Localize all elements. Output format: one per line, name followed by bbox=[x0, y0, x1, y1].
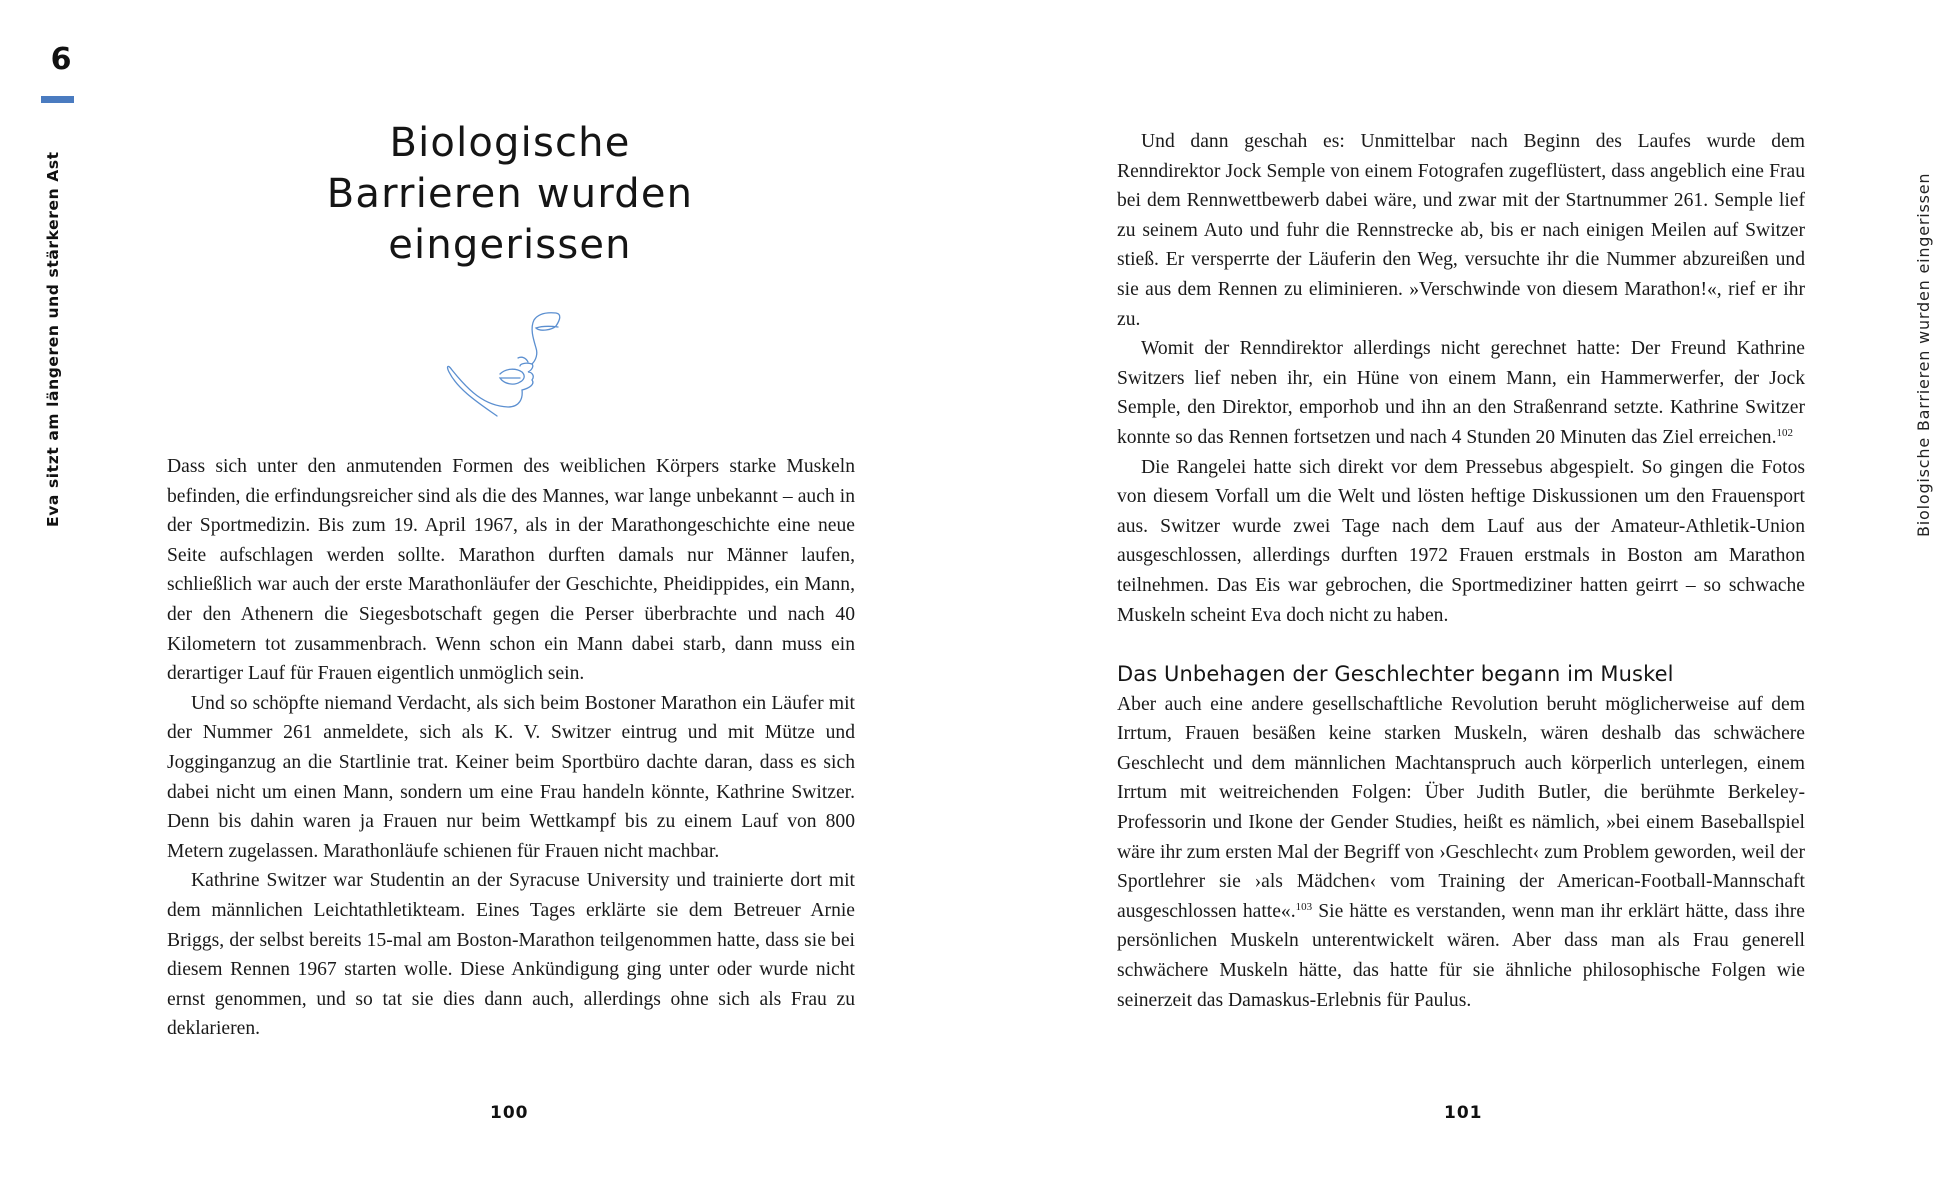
section-heading: Das Unbehagen der Geschlechter begann im Muskel bbox=[1117, 662, 1674, 687]
paragraph-text: Womit der Renndirektor allerdings nicht gerechnet hatte: Der Freund Kathrine Switzers lief neben ihr, ein Hüne von einem Mann, ein Hammerwerfer, der Jock Semple, den Direktor, emporhob und ihn an den Straßenrand setzte. Kathrine Switzer konnte so das Rennen fortsetzen und nach 4 Stunden 20 Minuten das Ziel erreichen. bbox=[1117, 338, 1805, 448]
paragraph: Die Rangelei hatte sich direkt vor dem Pressebus abgespielt. So gingen die Fotos von diesem Vorfall um die Welt und lösten heftige Diskussionen um den Frauensport aus. Switzer wurde zwei Tage nach dem Lauf aus der Amateur-Athletik-Union ausgeschlossen, allerdings durften 1972 Frauen erstmals in Boston am Marathon teilnehmen. Das Eis war gebrochen, die Sportmediziner hatten geirrt – so schwache Muskeln scheint Eva doch nicht zu haben. bbox=[1117, 456, 1805, 626]
paragraph: Kathrine Switzer war Studentin an der Syracuse University und trainierte dort mit dem männlichen Leichtathletikteam. Eines Tages erklärte sie dem Betreuer Arnie Briggs, der selbst bereits 15-mal am Boston-Marathon teilgenommen hatte, dass sie bei diesem Rennen 1967 starten wolle. Diese Ankündigung ging unter oder wurde nicht ernst genommen, und so tat sie dies dann auch, allerdings ohne sich als Frau zu deklarieren. bbox=[167, 870, 855, 1040]
page-number-right: 101 bbox=[1444, 1103, 1483, 1123]
body-text-left bbox=[167, 452, 855, 1044]
chapter-title-line: eingerissen bbox=[388, 222, 632, 268]
footnote-ref[interactable]: 102 bbox=[1776, 426, 1793, 439]
line-drawing-face-icon bbox=[440, 300, 600, 430]
chapter-accent-bar bbox=[41, 96, 74, 103]
paragraph-text: Aber auch eine andere gesellschaftliche Revolution beruht möglicherweise auf dem Irrtum, Frauen besäßen keine starken Muskeln, wären deshalb das schwächere Geschlecht und dem männlichen Machtanspruch auch körperlich unterlegen, einem Irrtum mit weitreichenden Folgen: Über Judith Butler, die berühmte Berkeley-Professorin und Ikone der Gender Studies, heißt es nämlich, »bei einem Baseballspiel wäre ihr zum ersten Mal der Begriff von ›Geschlecht‹ zum Problem geworden, weil der Sportlehrer sie ›als Mädchen‹ vom Training der American-Football-Mannschaft ausgeschlossen hatte«. bbox=[1117, 693, 1805, 922]
running-head-right: Biologische Barrieren wurden eingerissen bbox=[1914, 172, 1933, 537]
paragraph: Und dann geschah es: Unmittelbar nach Beginn des Laufes wurde dem Renndirektor Jock Semple von einem Fotografen zugeflüstert, dass angeblich eine Frau bei dem Rennwettbewerb dabei wäre, und zwar mit der Startnummer 261. Semple lief zu seinem Auto und fuhr die Rennstrecke ab, bis er nach einigen Meilen auf Switzer stieß. Er versperrte der Läuferin den Weg, versuchte ihr die Nummer abzureißen und sie aus dem Rennen zu eliminieren. »Verschwinde von diesem Marathon!«, rief er ihr zu. bbox=[1117, 131, 1805, 330]
body-text-right bbox=[1117, 127, 1805, 1015]
paragraph bbox=[1117, 690, 1805, 1016]
page-number-left: 100 bbox=[490, 1103, 529, 1123]
paragraph bbox=[1117, 334, 1805, 452]
paragraph: Dass sich unter den anmutenden Formen des weiblichen Körpers starke Muskeln befinden, die erfindungsreicher sind als die des Mannes, war lange unbekannt – auch in der Sportmedizin. Bis zum 19. April 1967, als in der Marathongeschichte eine neue Seite aufschlagen werden sollte. Marathon durften damals nur Männer laufen, schließlich war auch der erste Marathonläufer der Geschichte, Pheidippides, ein Mann, der den Athenern die Siegesbotschaft gegen die Perser überbrachte und nach 40 Kilometern tot zusammenbrach. Wenn schon ein Mann dabei starb, dann muss ein derartiger Lauf für Frauen eigentlich unmöglich sein. bbox=[167, 456, 855, 685]
paragraph: Und so schöpfte niemand Verdacht, als sich beim Bostoner Marathon ein Läufer mit der Nummer 261 anmeldete, sich als K. V. Switzer eintrug und mit Mütze und Jogginganzug an die Startlinie trat. Keiner beim Sportbüro dachte daran, dass es sich dabei nicht um einen Mann, sondern um eine Frau handeln könnte, Kathrine Switzer. Denn bis dahin waren ja Frauen nur beim Wettkampf bis zu einem Lauf von 800 Metern zugelassen. Marathonläufe schienen für Frauen nicht machbar. bbox=[167, 692, 855, 862]
chapter-title-line: Biologische bbox=[389, 120, 631, 166]
paragraph-text: Sie hätte es verstanden, wenn man ihr erklärt hätte, dass ihre persönlichen Muskeln unterentwickelt wären. Aber dass man als Frau generell schwächere Muskeln hätte, das hatte für sie ähnliche philosophische Folgen wie seinerzeit das Damaskus-Erlebnis für Paulus. bbox=[1117, 900, 1805, 1011]
footnote-ref[interactable]: 103 bbox=[1295, 900, 1313, 913]
chapter-title-line: Barrieren wurden bbox=[326, 171, 694, 217]
chapter-title bbox=[240, 118, 780, 271]
chapter-number: 6 bbox=[50, 42, 72, 77]
running-head-left: Eva sitzt am längeren und stärkeren Ast bbox=[44, 151, 62, 527]
